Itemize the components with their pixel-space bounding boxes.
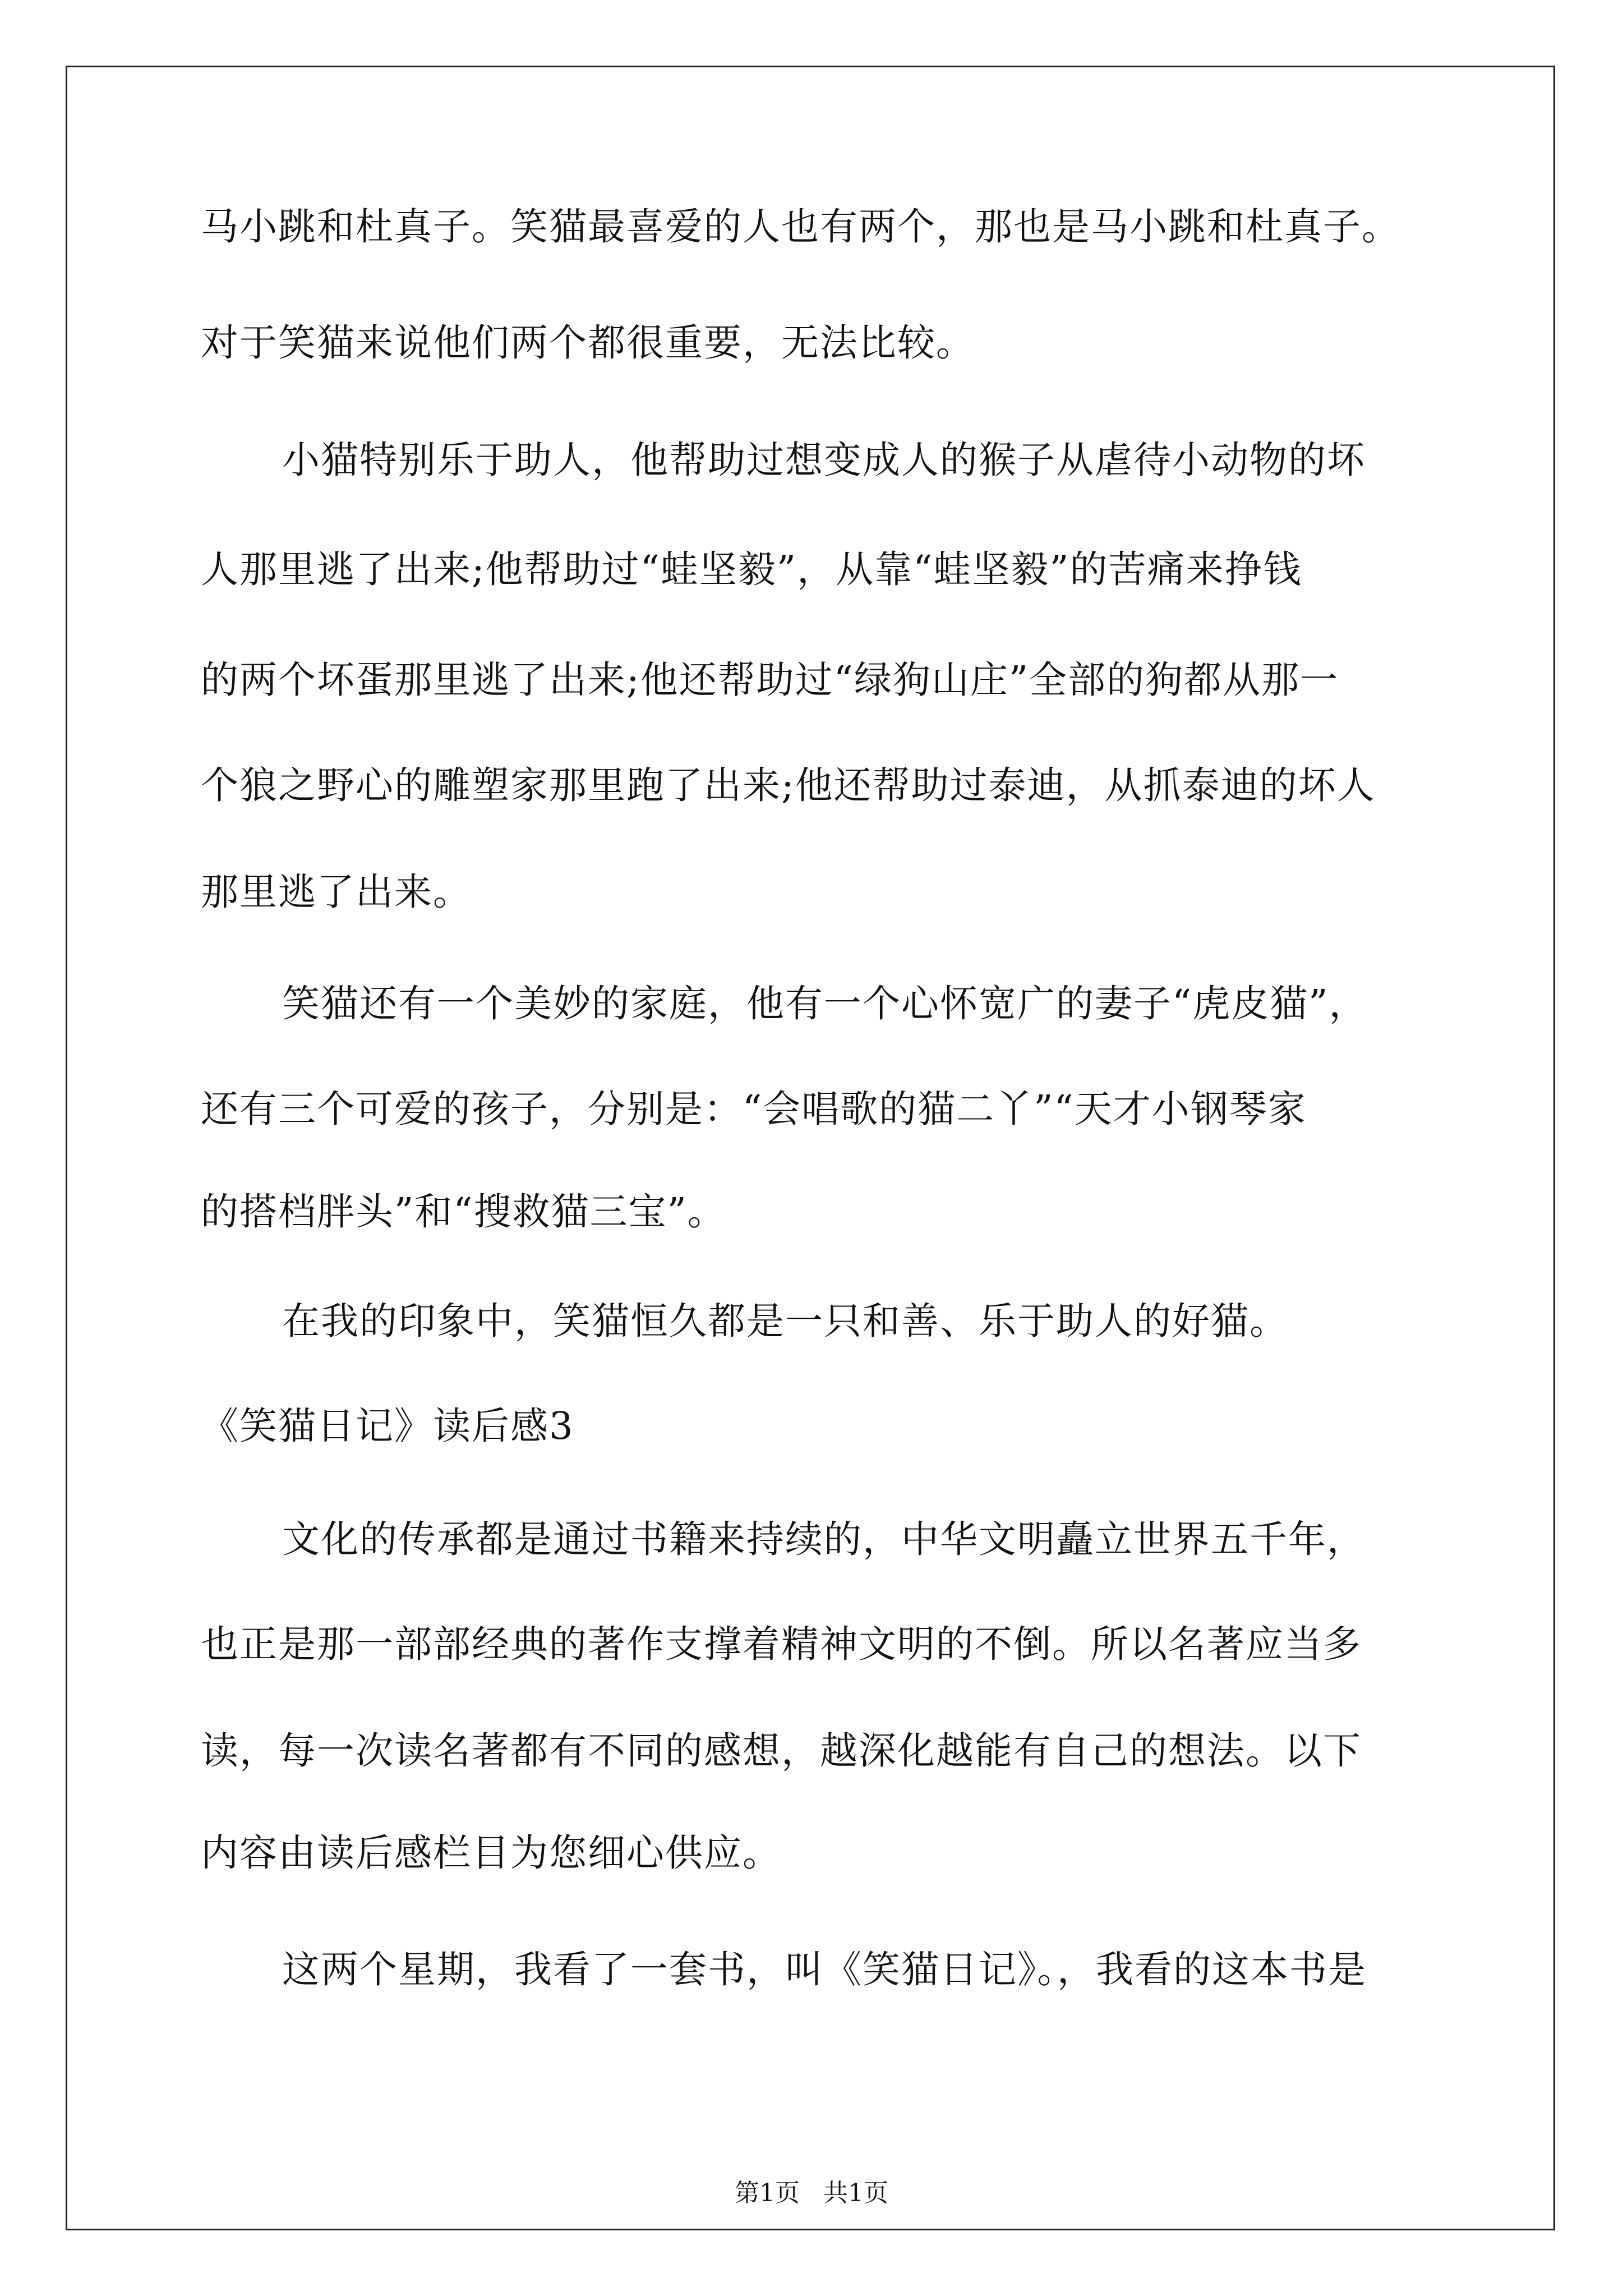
- text-line: 读，每一次读名著都有不同的感想，越深化越能有自己的想法。以下: [201, 1729, 1362, 1773]
- paragraph-first-line: 文化的传承都是通过书籍来持续的，中华文明矗立世界五千年，: [282, 1517, 1366, 1561]
- text-line: 的两个坏蛋那里逃了出来;他还帮助过“绿狗山庄”全部的狗都从那一: [201, 658, 1339, 702]
- text-line: 内容由读后感栏目为您细心供应。: [201, 1831, 781, 1875]
- text-line: 那里逃了出来。: [201, 870, 472, 914]
- paragraph-first-line: 在我的印象中，笑猫恒久都是一只和善、乐于助人的好猫。: [282, 1299, 1288, 1343]
- text-line: 也正是那一部部经典的著作支撑着精神文明的不倒。所以名著应当多: [201, 1622, 1362, 1666]
- paragraph-first-line: 这两个星期，我看了一套书，叫《笑猫日记》。，我看的这本书是: [282, 1948, 1367, 1991]
- page-border: [66, 66, 1555, 2230]
- text-line: 对于笑猫来说他们两个都很重要，无法比较。: [201, 321, 975, 365]
- paragraph-first-line: 笑猫还有一个美妙的家庭，他有一个心怀宽广的妻子“虎皮猫”，: [282, 982, 1368, 1025]
- paragraph-first-line: 小猫特别乐于助人，他帮助过想变成人的猴子从虐待小动物的坏: [282, 438, 1366, 482]
- text-line: 还有三个可爱的孩子，分别是：“会唱歌的猫二丫”“天才小钢琴家: [201, 1087, 1307, 1131]
- text-line: 的搭档胖头”和“搜救猫三宝”。: [201, 1190, 726, 1234]
- text-line: 人那里逃了出来;他帮助过“蛙坚毅”，从靠“蛙坚毅”的苦痛来挣钱: [201, 547, 1302, 591]
- text-line: 马小跳和杜真子。笑猫最喜爱的人也有两个，那也是马小跳和杜真子。: [201, 205, 1400, 249]
- section-heading: 《笑猫日记》读后感3: [201, 1404, 574, 1448]
- page-footer: 第1页 共1页: [735, 2179, 888, 2207]
- text-line: 个狼之野心的雕塑家那里跑了出来;他还帮助过泰迪，从抓泰迪的坏人: [201, 763, 1376, 807]
